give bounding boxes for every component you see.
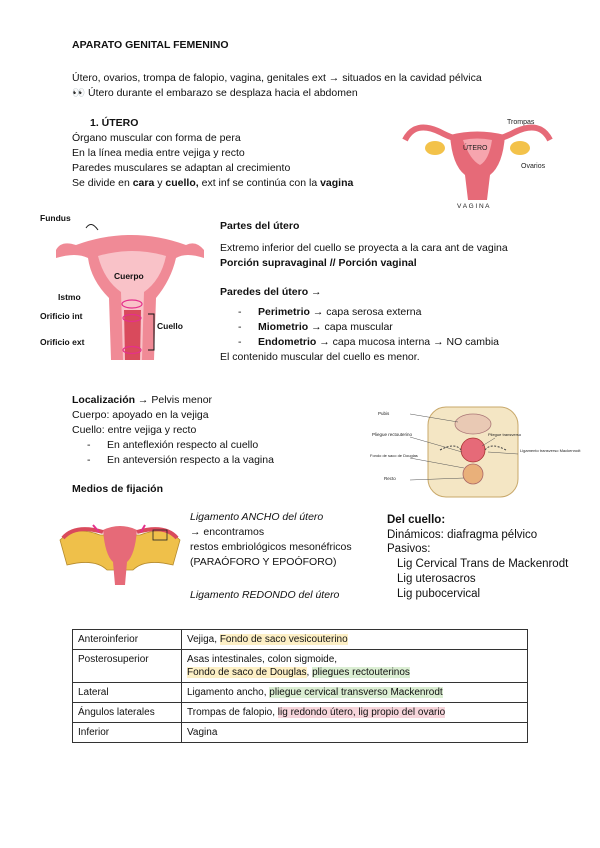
partes-heading: Partes del útero — [220, 220, 300, 232]
cuello-item-2: Lig uterosacros — [397, 573, 476, 585]
table-row-value: Trompas de falopio, lig redondo útero, lig propio del ovario — [182, 703, 528, 723]
localizacion-heading: Localización → Pelvis menor — [72, 394, 213, 406]
label-utero: ÚTERO — [463, 145, 488, 152]
utero-line-4: Se divide en cara y cuello, ext inf se continúa con la vagina — [72, 177, 354, 189]
label-fundus: Fundus — [40, 213, 71, 223]
label-istmo: Istmo — [58, 292, 81, 302]
table-row-label: Posterosuperior — [73, 650, 182, 683]
paredes-item-3: Endometrio → capa mucosa interna → NO cambia — [258, 336, 500, 348]
medios-heading: Medios de fijación — [72, 483, 164, 495]
left-ovary-shape — [425, 141, 445, 155]
right-ovary-shape — [510, 141, 530, 155]
localizacion-sub-2: En anteversión respecto a la vagina — [107, 454, 274, 466]
cuello-pasivos: Pasivos: — [387, 543, 431, 555]
table-row-value: Vejiga, Fondo de saco vesicouterino — [182, 630, 528, 650]
table-row-label: Anteroinferior — [73, 630, 182, 650]
ligament-diagram — [55, 510, 185, 585]
table-row-label: Inferior — [73, 723, 182, 743]
localizacion-line-2: Cuello: entre vejiga y recto — [72, 424, 197, 436]
cuello-item-3: Lig pubocervical — [397, 588, 481, 600]
label-pubis: Pubis — [378, 411, 390, 416]
ligamento-line-4: (PARAÓFORO Y EPOÓFORO) — [190, 556, 337, 568]
paredes-heading: Paredes del útero → — [220, 286, 322, 298]
label-cuello: Cuello — [157, 321, 183, 331]
cuello-heading: Del cuello: — [387, 514, 446, 526]
label-pliegue-transverso: Pliegue transverso — [488, 432, 522, 437]
label-pliegue-rectouterino: Pliegue rectouterino — [372, 432, 413, 437]
partes-line-2: Porción supravaginal // Porción vaginal — [220, 257, 417, 269]
localizacion-line-1: Cuerpo: apoyado en la vejiga — [72, 409, 209, 421]
utero-line-2: En la línea media entre vejiga y recto — [72, 147, 245, 159]
table-row-value: Ligamento ancho, pliegue cervical transverso Mackenrodt — [182, 683, 528, 703]
table-row — [73, 650, 528, 683]
label-ligamento-mackenrodt: Ligamento transverso Mackenrodt — [520, 448, 581, 453]
partes-line-1: Extremo inferior del cuello se proyecta a la cara ant de vagina — [220, 242, 508, 254]
cuello-dinamicos: Dinámicos: diafragma pélvico — [387, 529, 538, 541]
cervix-shape — [461, 438, 485, 462]
label-vagina: V A G I N A — [457, 203, 490, 210]
intro-line-1: Útero, ovarios, trompa de falopio, vagina, genitales ext → situados en la cavidad pélvica — [72, 72, 482, 84]
label-trompas: Trompas — [507, 119, 535, 126]
section-heading-utero: 1. ÚTERO — [90, 117, 139, 129]
page-title: APARATO GENITAL FEMENINO — [72, 39, 229, 51]
table-row — [73, 723, 528, 743]
ligamento-line-2: → encontramos — [190, 526, 265, 538]
ligamento-redondo: Ligamento REDONDO del útero — [190, 589, 340, 601]
relations-table — [72, 629, 528, 743]
bladder-shape — [455, 414, 491, 434]
utero-line-3: Paredes musculares se adaptan al crecimiento — [72, 162, 291, 174]
utero-line-1: Órgano muscular con forma de pera — [72, 132, 241, 144]
cuello-item-1: Lig Cervical Trans de Mackenrodt — [397, 558, 569, 570]
table-row — [73, 683, 528, 703]
table-row-label: Ángulos laterales — [73, 703, 182, 723]
label-orificio-int: Orificio int — [40, 311, 83, 321]
label-cuerpo: Cuerpo — [114, 271, 144, 281]
ligamento-ancho: Ligamento ANCHO del útero — [190, 511, 324, 523]
ligamento-line-3: restos embriológicos mesonéfricos — [190, 541, 352, 553]
paredes-note: El contenido muscular del cuello es menor. — [220, 351, 420, 363]
fundus-pointer — [86, 224, 98, 230]
label-orificio-ext: Orificio ext — [40, 337, 85, 347]
label-fondo-douglas: Fondo de saco de Douglas — [370, 453, 418, 458]
label-recto: Recto — [384, 476, 396, 481]
table-row-label: Lateral — [73, 683, 182, 703]
table-row — [73, 703, 528, 723]
rectum-shape — [463, 464, 483, 484]
table-row — [73, 630, 528, 650]
paredes-item-2: Miometrio → capa muscular — [258, 321, 393, 333]
table-row-value: Vagina — [182, 723, 528, 743]
localizacion-sub-1: En anteflexión respecto al cuello — [107, 439, 259, 451]
uterus-diagram-top — [395, 110, 560, 210]
intro-line-2: 👀 Útero durante el embarazo se desplaza hacia el abdomen — [72, 87, 358, 99]
label-ovarios: Ovarios — [521, 163, 546, 170]
paredes-item-1: Perimetrio → capa serosa externa — [258, 306, 422, 318]
table-row-value: Asas intestinales, colon sigmoide, Fondo de saco de Douglas, pliegues rectouterinos — [182, 650, 528, 683]
pelvis-section-diagram — [370, 402, 581, 502]
